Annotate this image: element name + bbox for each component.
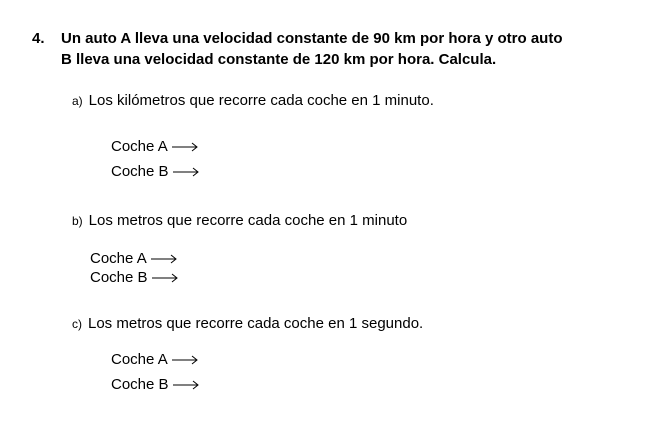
part-c-answer-coche-a	[111, 351, 199, 368]
answer-label: Coche A	[90, 250, 147, 267]
part-a-text: Los kilómetros que recorre cada coche en 1 minuto.	[88, 92, 434, 109]
question-text-line-2: B lleva una velocidad constante de 120 km por hora. Calcula.	[61, 51, 497, 68]
long-right-arrow-icon	[151, 273, 179, 283]
answer-label: Coche A	[111, 138, 168, 155]
long-right-arrow-icon	[171, 142, 199, 152]
long-right-arrow-icon	[172, 167, 200, 177]
part-a	[72, 92, 434, 109]
part-c-answer-coche-b	[111, 376, 200, 393]
part-b	[72, 212, 407, 229]
part-c	[72, 315, 423, 332]
long-right-arrow-icon	[150, 254, 178, 264]
question-number: 4.	[32, 30, 45, 47]
answer-label: Coche A	[111, 351, 168, 368]
part-b-answer-coche-b	[90, 269, 179, 286]
answer-label: Coche B	[90, 269, 148, 286]
part-c-text: Los metros que recorre cada coche en 1 segundo.	[88, 315, 424, 332]
part-c-letter: c)	[72, 317, 82, 331]
long-right-arrow-icon	[171, 355, 199, 365]
part-b-text: Los metros que recorre cada coche en 1 minuto	[88, 212, 408, 229]
part-a-answer-coche-a	[111, 138, 199, 155]
part-a-letter: a)	[72, 94, 83, 108]
part-a-answer-coche-b	[111, 163, 200, 180]
question-text-line-1: Un auto A lleva una velocidad constante de 90 km por hora y otro auto	[61, 30, 563, 47]
answer-label: Coche B	[111, 163, 169, 180]
long-right-arrow-icon	[172, 380, 200, 390]
part-b-answer-coche-a	[90, 250, 178, 267]
answer-label: Coche B	[111, 376, 169, 393]
part-b-letter: b)	[72, 214, 83, 228]
